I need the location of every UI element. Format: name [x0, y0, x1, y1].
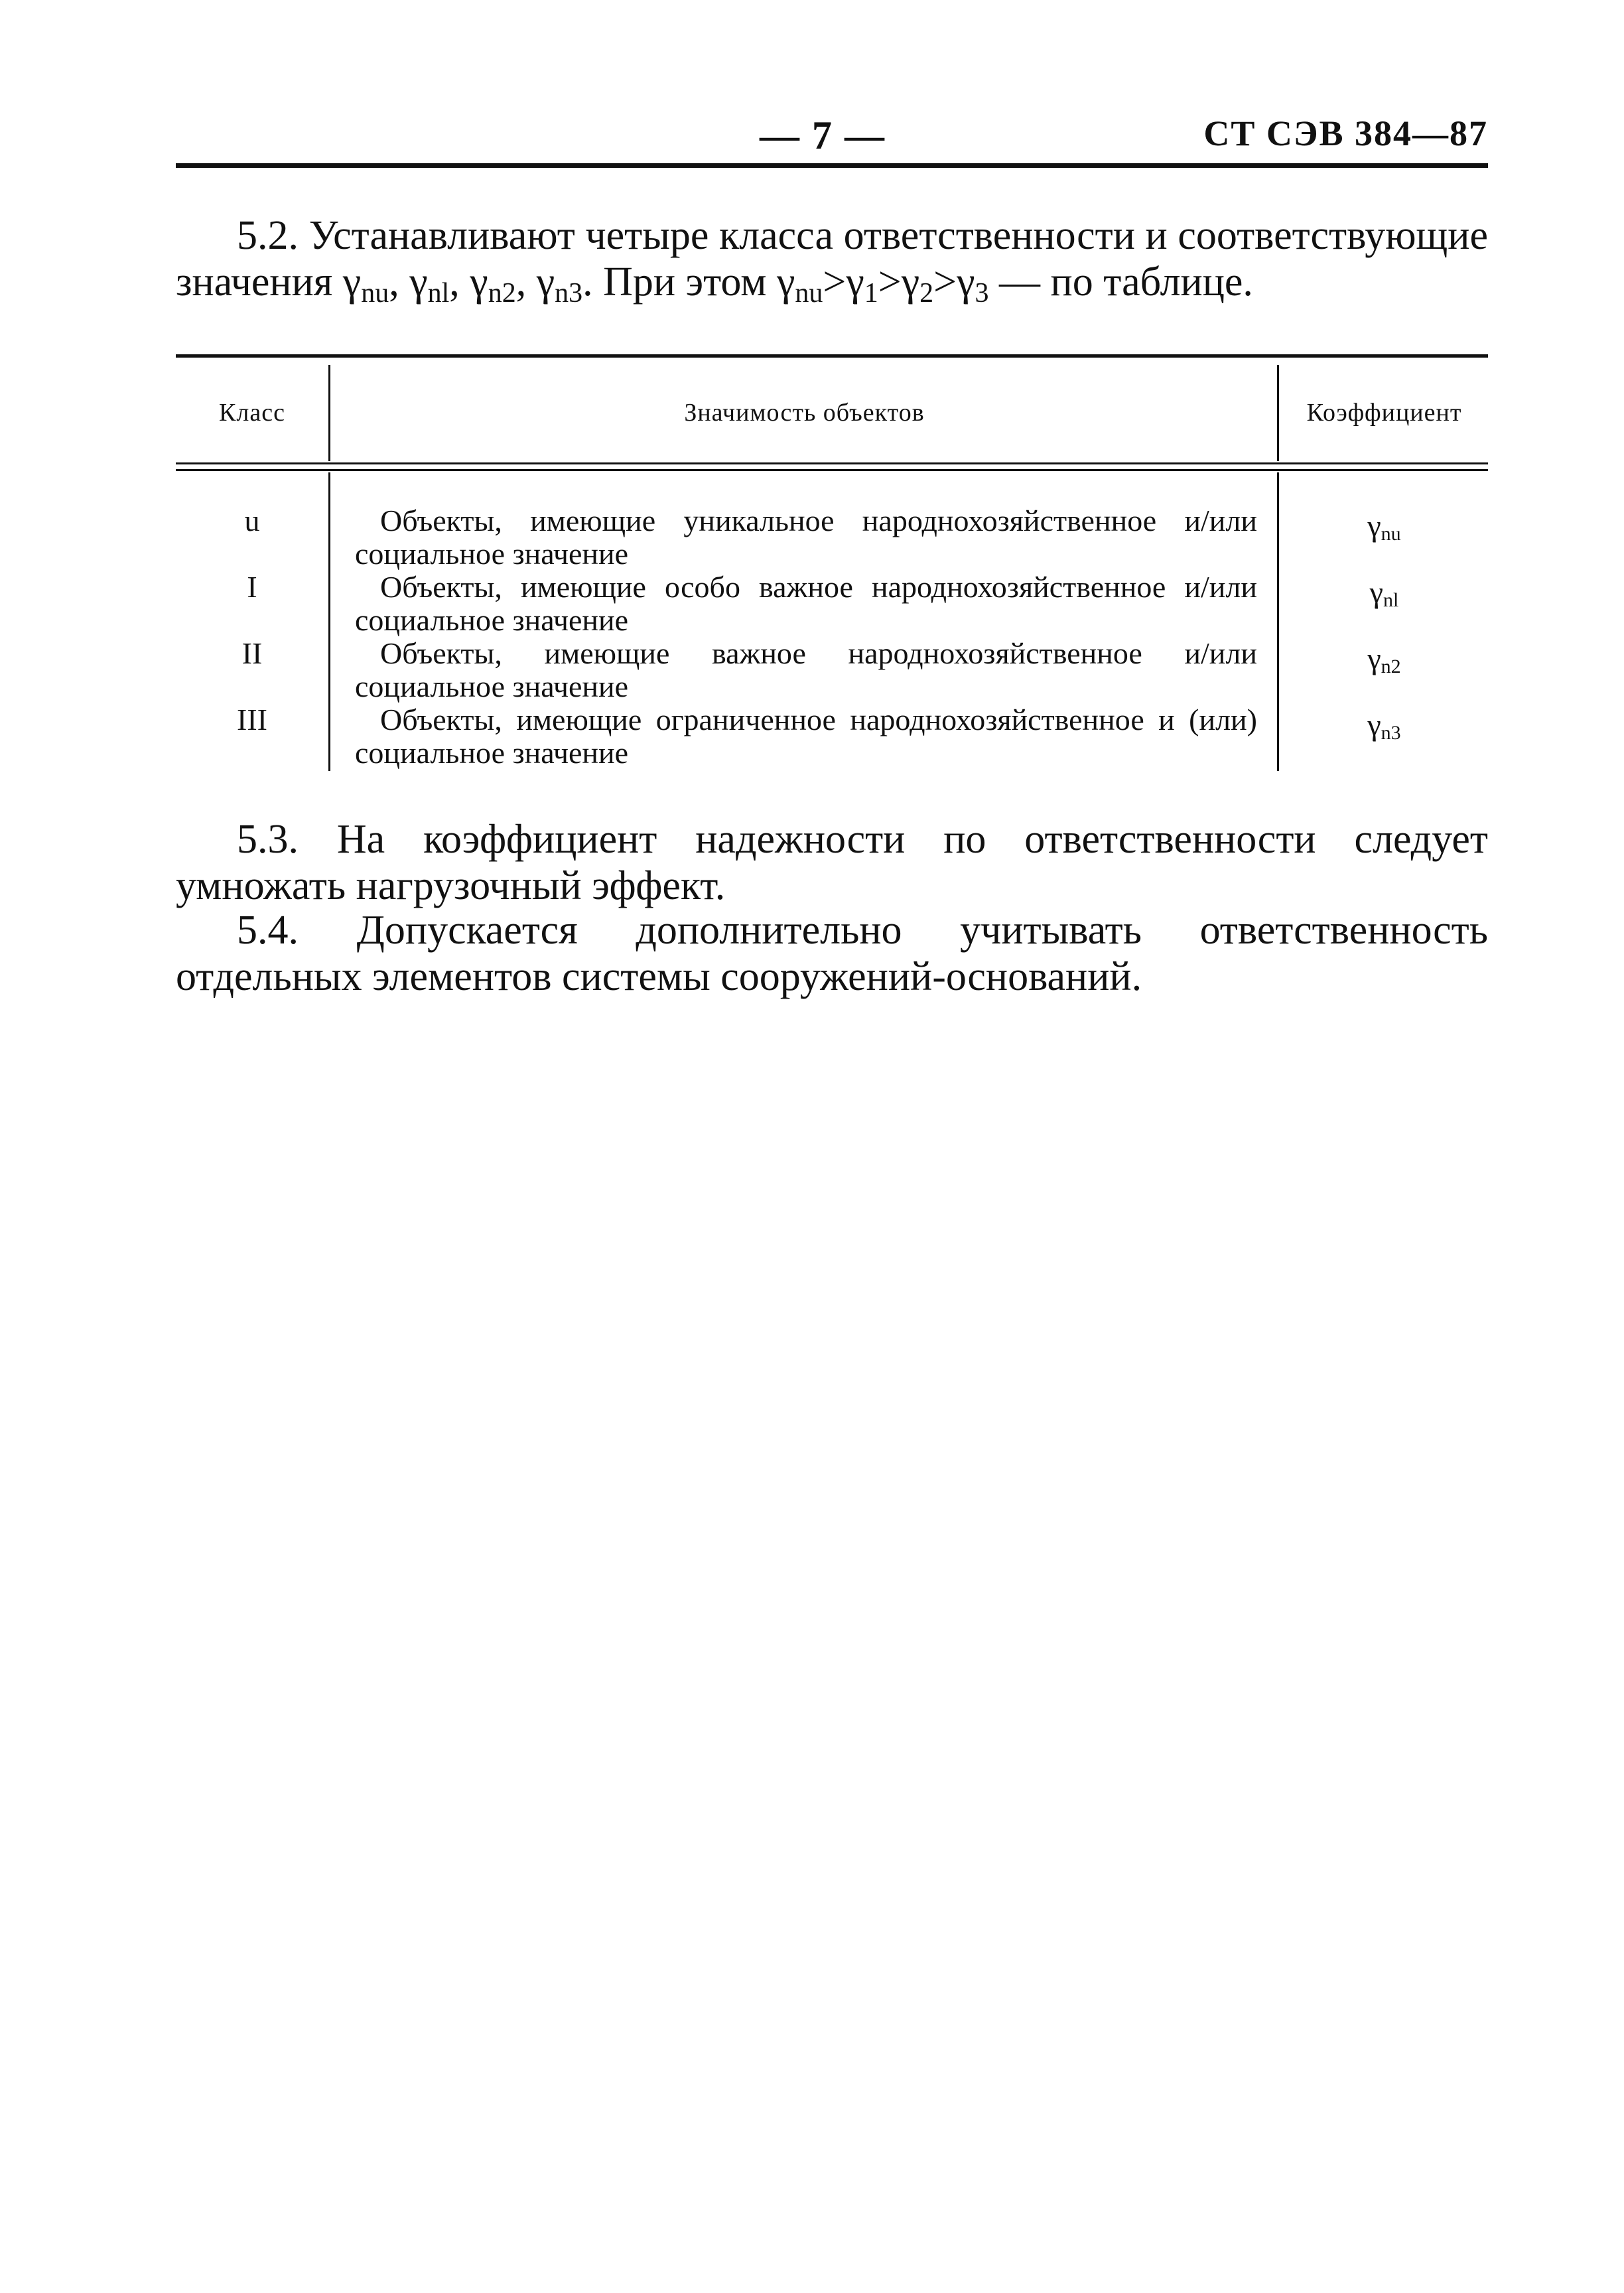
table-cell-significance: Объекты, имеющие особо важное народнохозяйственное и/или социальное значение [355, 570, 1257, 637]
gamma-symbol: γ [1367, 642, 1381, 675]
gamma-subscript: nu [1381, 523, 1401, 545]
paragraph-5-4: 5.4. Допускается дополнительно учитывать ответственность отдельных элементов системы сооружений-оснований. [176, 908, 1488, 999]
table-row [0, 637, 1624, 703]
table-cell-class: II [241, 636, 263, 670]
table-column-divider [1277, 365, 1279, 461]
gamma-symbol: γ [1367, 708, 1381, 742]
table-header-significance: Значимость объектов [684, 399, 925, 427]
gamma-subscript: nu [361, 278, 389, 309]
table-cell-class: u [244, 504, 260, 537]
gamma-symbol: γ [470, 259, 488, 305]
document-code: СТ СЭВ 384—87 [1203, 113, 1488, 153]
greater-than-sign: > [878, 259, 902, 305]
table-cell-coefficient [1280, 510, 1488, 547]
gamma-symbol: γ [342, 259, 362, 305]
gamma-symbol: γ [1367, 509, 1381, 543]
table-header-rule [176, 469, 1488, 471]
gamma-subscript: n3 [555, 278, 583, 309]
gamma-subscript: 3 [975, 278, 989, 309]
table-column-divider [328, 365, 330, 461]
gamma-symbol: γ [901, 259, 920, 305]
table-cell-coefficient [1280, 576, 1488, 613]
table-cell-significance: Объекты, имеющие ограниченное народнохозяйственное и (или) социальное значение [355, 703, 1257, 770]
page-number: — 7 — [760, 113, 886, 157]
gamma-subscript: n2 [488, 278, 516, 309]
table-cell-class: III [237, 703, 267, 736]
gamma-symbol: γ [957, 259, 975, 305]
gamma-symbol: γ [777, 259, 795, 305]
header-rule [176, 163, 1488, 168]
gamma-symbol: γ [1369, 575, 1383, 609]
gamma-subscript: nl [1383, 589, 1399, 611]
table-header-rule [176, 462, 1488, 464]
separator: , [449, 259, 470, 305]
separator: , [389, 259, 410, 305]
gamma-subscript: 1 [864, 278, 878, 309]
separator: , [515, 259, 537, 305]
table-row [0, 571, 1624, 637]
paragraph-5-2-text-c: — по таблице. [988, 259, 1253, 305]
table-row [0, 703, 1624, 770]
greater-than-sign: > [933, 259, 957, 305]
table-cell-significance: Объекты, имеющие уникальное народнохозяйственное и/или социальное значение [355, 504, 1257, 571]
gamma-subscript: 2 [919, 278, 934, 309]
table-row [0, 504, 1624, 571]
gamma-subscript: nl [427, 278, 450, 309]
table-cell-class: I [247, 570, 257, 604]
gamma-subscript: nu [795, 278, 823, 309]
table-cell-significance: Объекты, имеющие важное народнохозяйственное и/или социальное значение [355, 636, 1257, 703]
gamma-symbol: γ [409, 259, 428, 305]
table-header-coefficient: Коэффициент [1306, 399, 1462, 427]
gamma-subscript: n2 [1381, 656, 1401, 677]
paragraph-5-2 [176, 212, 1488, 310]
paragraph-5-2-text-a: 5.2. Устанавливают четыре класса ответственности и соответствующие значения [176, 213, 1488, 305]
table-cell-coefficient [1280, 642, 1488, 679]
greater-than-sign: > [823, 259, 846, 305]
table-top-rule [176, 354, 1488, 358]
table-cell-coefficient [1280, 709, 1488, 746]
gamma-subscript: n3 [1381, 722, 1401, 744]
table-header-class: Класс [219, 399, 285, 427]
paragraph-5-2-text-b: . При этом [582, 259, 777, 305]
gamma-symbol: γ [846, 259, 864, 305]
gamma-symbol: γ [536, 259, 555, 305]
paragraph-5-3: 5.3. На коэффициент надежности по ответственности следует умножать нагрузочный эффект. [176, 817, 1488, 908]
